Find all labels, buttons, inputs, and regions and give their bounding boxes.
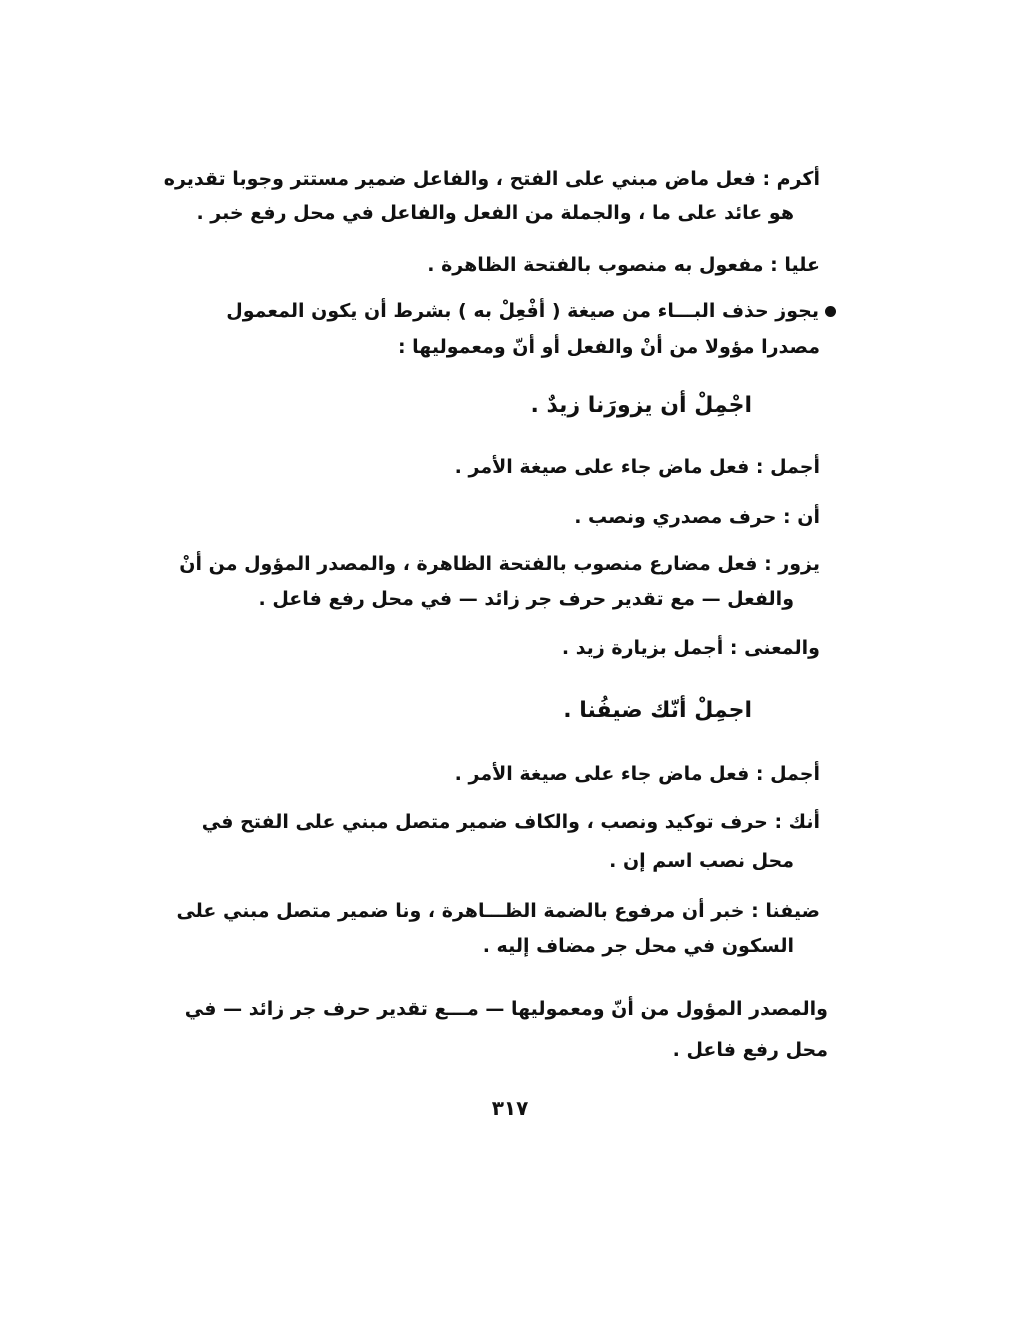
text-line: يزور : فعل مضارع منصوب بالفتحة الظاهرة ، والمصدر المؤول من أنْ	[179, 553, 820, 575]
text-line: يجوز حذف البـــاء من صيغة ( أفْعِلْ به ) بشرط أن يكون المعمول	[226, 300, 819, 322]
text-line: أن : حرف مصدري ونصب .	[574, 506, 820, 528]
text-line: أكرم : فعل ماض مبني على الفتح ، والفاعل ضمير مستتر وجوبا تقديره	[163, 168, 820, 190]
page-number: ٣١٧	[491, 1096, 529, 1120]
text-line: والفعل — مع تقدير حرف جر زائد — في محل رفع فاعل .	[258, 588, 794, 610]
text-line: أنك : حرف توكيد ونصب ، والكاف ضمير متصل مبني على الفتح في	[201, 811, 820, 833]
bullet-icon	[825, 306, 836, 317]
bullet-paragraph-line	[226, 297, 836, 325]
text-line: السكون في محل جر مضاف إليه .	[482, 935, 794, 957]
text-line: عليا : مفعول به منصوب بالفتحة الظاهرة .	[427, 254, 820, 276]
text-line: محل نصب اسم إن .	[609, 850, 794, 872]
text-line: مصدرا مؤولا من أنْ والفعل أو أنّ ومعموليها :	[397, 336, 820, 358]
text-line: هو عائد على ما ، والجملة من الفعل والفاعل في محل رفع خبر .	[196, 202, 794, 224]
example-sentence: اجمِلْ أنّك ضيفُنا .	[563, 698, 752, 723]
example-sentence: اجْمِلْ أن يزورَنا زيدٌ .	[530, 393, 752, 418]
text-line: محل رفع فاعل .	[672, 1039, 828, 1061]
text-line: والمعنى : أجمل بزيارة زيد .	[561, 637, 820, 659]
text-line: ضيفنا : خبر أن مرفوع بالضمة الظـــاهرة ، ونا ضمير متصل مبني على	[176, 900, 820, 922]
text-line: والمصدر المؤول من أنّ ومعموليها — مـــع تقدير حرف جر زائد — في	[184, 998, 828, 1020]
text-line: أجمل : فعل ماض جاء على صيغة الأمر .	[454, 456, 820, 478]
text-line: أجمل : فعل ماض جاء على صيغة الأمر .	[454, 763, 820, 785]
